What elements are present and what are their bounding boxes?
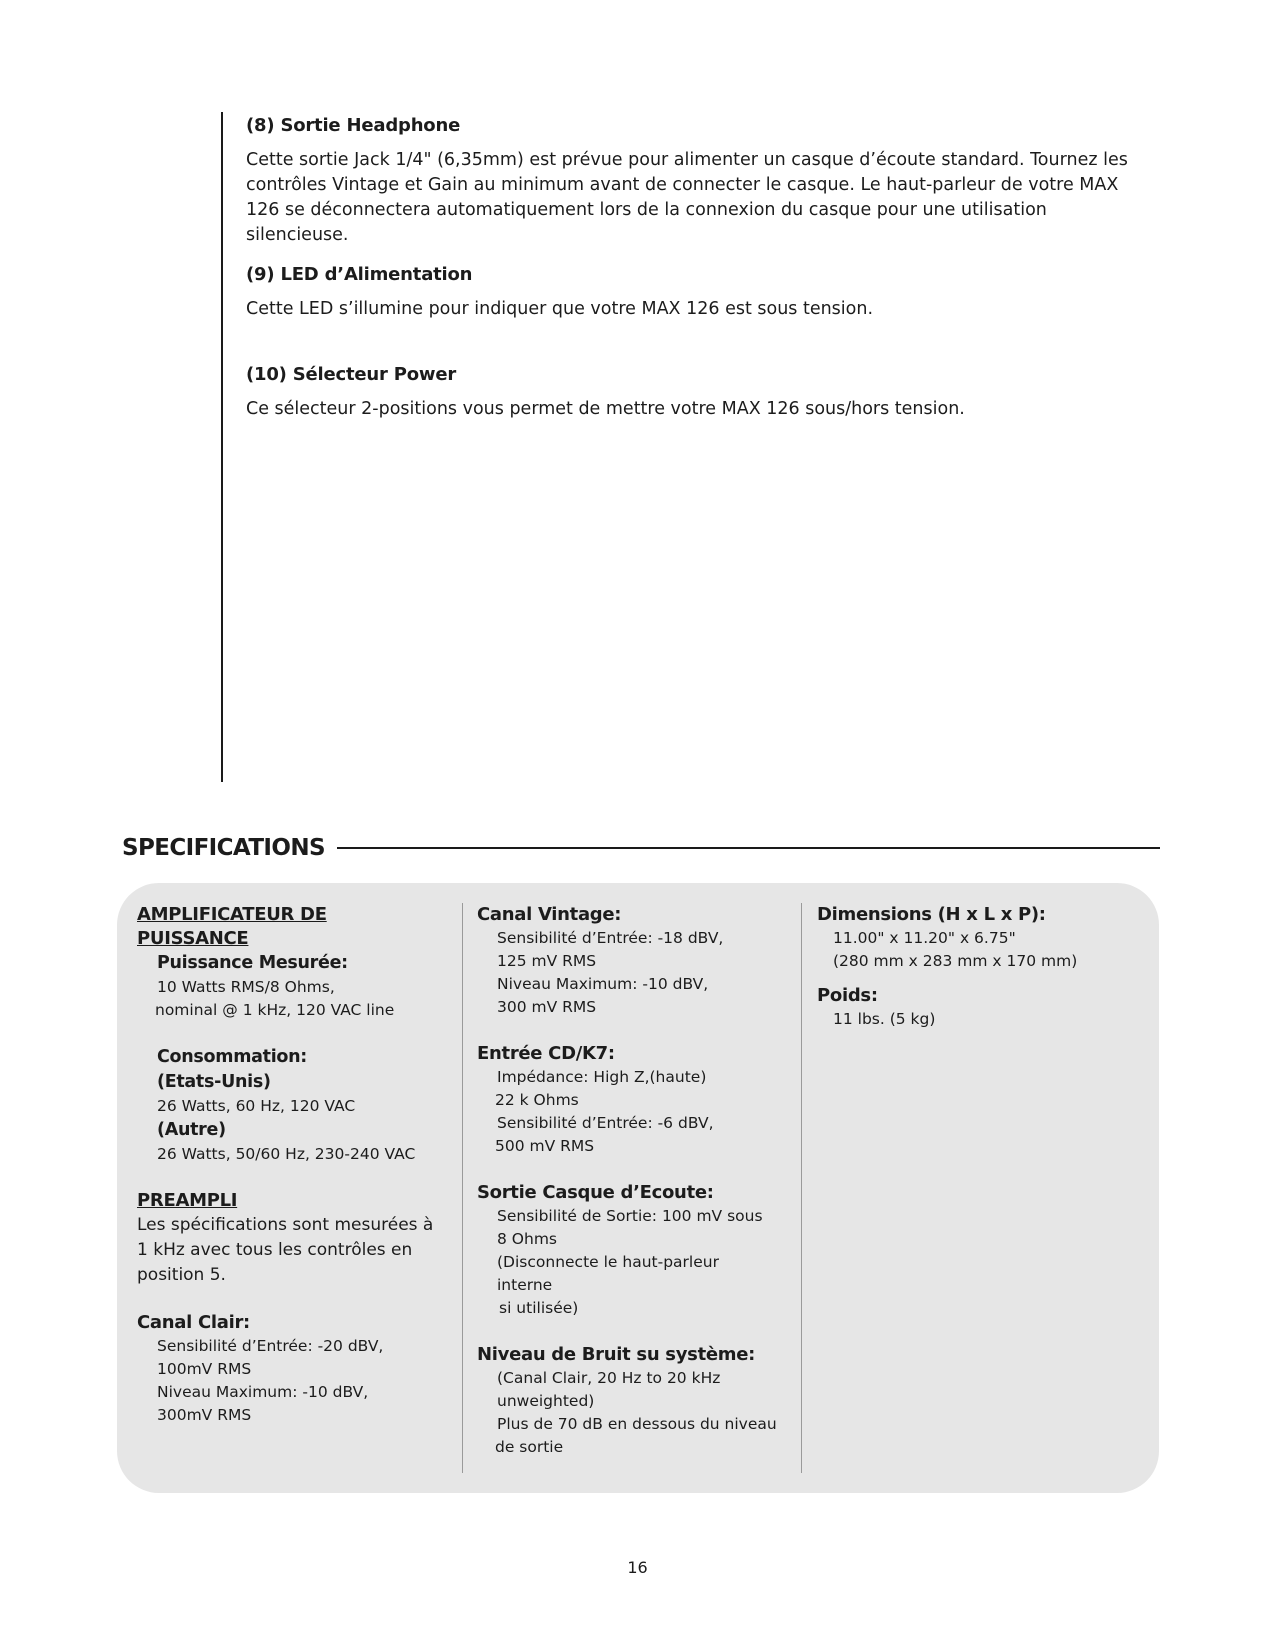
section-body: Cette sortie Jack 1/4" (6,35mm) est prévue pour alimenter un casque d’écoute standard. Tournez les contrôles Vintage et Gain au minimum avant de connecter le casque. Le haut-parleur de votre MAX 126 se déconnectera automatiquement lors de la connexion du casque pour une utilisation silencieuse. [246, 150, 1128, 245]
poids-heading: Poids: [817, 985, 878, 1006]
section-power [246, 364, 1146, 422]
spec-line: position 5. [137, 1265, 226, 1285]
spec-line: 26 Watts, 50/60 Hz, 230-240 VAC [157, 1145, 416, 1163]
column-divider [801, 903, 802, 1473]
spec-column-1 [137, 903, 437, 1427]
header-rule [337, 847, 1160, 849]
clair-heading: Canal Clair: [137, 1312, 250, 1333]
spec-column-3 [817, 903, 1137, 1031]
page-number: 16 [627, 1558, 648, 1577]
column-divider [462, 903, 463, 1473]
spec-line: 22 k Ohms [495, 1091, 579, 1109]
spec-line: Les spécifications sont mesurées à [137, 1215, 434, 1235]
spec-line: 11.00" x 11.20" x 6.75" [833, 929, 1016, 947]
spacer [477, 1158, 777, 1181]
specifications-panel [117, 883, 1159, 1493]
spec-line: Sensibilité de Sortie: 100 mV sous [497, 1207, 763, 1225]
section-body: Cette LED s’illumine pour indiquer que votre MAX 126 est sous tension. [246, 299, 874, 319]
bruit-heading: Niveau de Bruit su système: [477, 1344, 756, 1365]
section-title: (10) Sélecteur Power [246, 364, 457, 385]
consommation-label: Consommation: [157, 1047, 307, 1067]
autre-label: (Autre) [157, 1120, 226, 1140]
spec-column-2 [477, 903, 777, 1459]
vintage-heading: Canal Vintage: [477, 904, 622, 925]
spacer [137, 1022, 437, 1045]
spec-line: 8 Ohms [497, 1230, 557, 1248]
dimensions-heading: Dimensions (H x L x P): [817, 904, 1046, 925]
left-margin-bar [221, 112, 223, 782]
spec-line: 125 mV RMS [497, 952, 597, 970]
spacer [477, 1019, 777, 1042]
spec-line: Impédance: High Z,(haute) [497, 1068, 707, 1086]
spacer [817, 973, 1137, 984]
section-body: Ce sélecteur 2-positions vous permet de mettre votre MAX 126 sous/hors tension. [246, 399, 965, 419]
section-headphone [246, 115, 1146, 248]
section-led [246, 264, 1146, 322]
spacer [137, 1166, 437, 1189]
cd-heading: Entrée CD/K7: [477, 1043, 615, 1064]
specifications-header [122, 835, 1160, 861]
spec-line: nominal @ 1 kHz, 120 VAC line [155, 1001, 395, 1019]
spec-line: Sensibilité d’Entrée: -6 dBV, [497, 1114, 714, 1132]
spec-line: Niveau Maximum: -10 dBV, [497, 975, 709, 993]
spec-line: Niveau Maximum: -10 dBV, [157, 1383, 369, 1401]
spec-line: Sensibilité d’Entrée: -20 dBV, [157, 1337, 384, 1355]
amp-heading: AMPLIFICATEUR DE PUISSANCE [137, 904, 327, 949]
spec-line: (Canal Clair, 20 Hz to 20 kHz [497, 1369, 721, 1387]
spec-line: de sortie [495, 1438, 564, 1456]
spec-line: (280 mm x 283 mm x 170 mm) [833, 952, 1078, 970]
spec-line: 500 mV RMS [495, 1137, 595, 1155]
spec-line: 26 Watts, 60 Hz, 120 VAC [157, 1097, 356, 1115]
spacer [137, 1288, 437, 1311]
spec-line: 1 kHz avec tous les contrôles en [137, 1240, 413, 1260]
spec-line: 11 lbs. (5 kg) [833, 1010, 936, 1028]
casque-heading: Sortie Casque d’Ecoute: [477, 1182, 714, 1203]
spec-line: Sensibilité d’Entrée: -18 dBV, [497, 929, 724, 947]
specifications-title: SPECIFICATIONS [122, 835, 325, 861]
spec-line: 100mV RMS [157, 1360, 252, 1378]
section-title: (9) LED d’Alimentation [246, 264, 473, 285]
spec-line: (Disconnecte le haut-parleur interne [497, 1253, 719, 1294]
spec-line: 300mV RMS [157, 1406, 252, 1424]
section-title: (8) Sortie Headphone [246, 115, 461, 136]
spec-line: si utilisée) [499, 1299, 579, 1317]
spec-line: 300 mV RMS [497, 998, 597, 1016]
spec-line: Plus de 70 dB en dessous du niveau [497, 1415, 777, 1433]
puissance-label: Puissance Mesurée: [157, 953, 348, 973]
spec-line: 10 Watts RMS/8 Ohms, [157, 978, 335, 996]
preampli-heading: PREAMPLI [137, 1190, 238, 1211]
us-label: (Etats-Unis) [157, 1072, 271, 1092]
spacer [477, 1320, 777, 1343]
spec-line: unweighted) [497, 1392, 595, 1410]
